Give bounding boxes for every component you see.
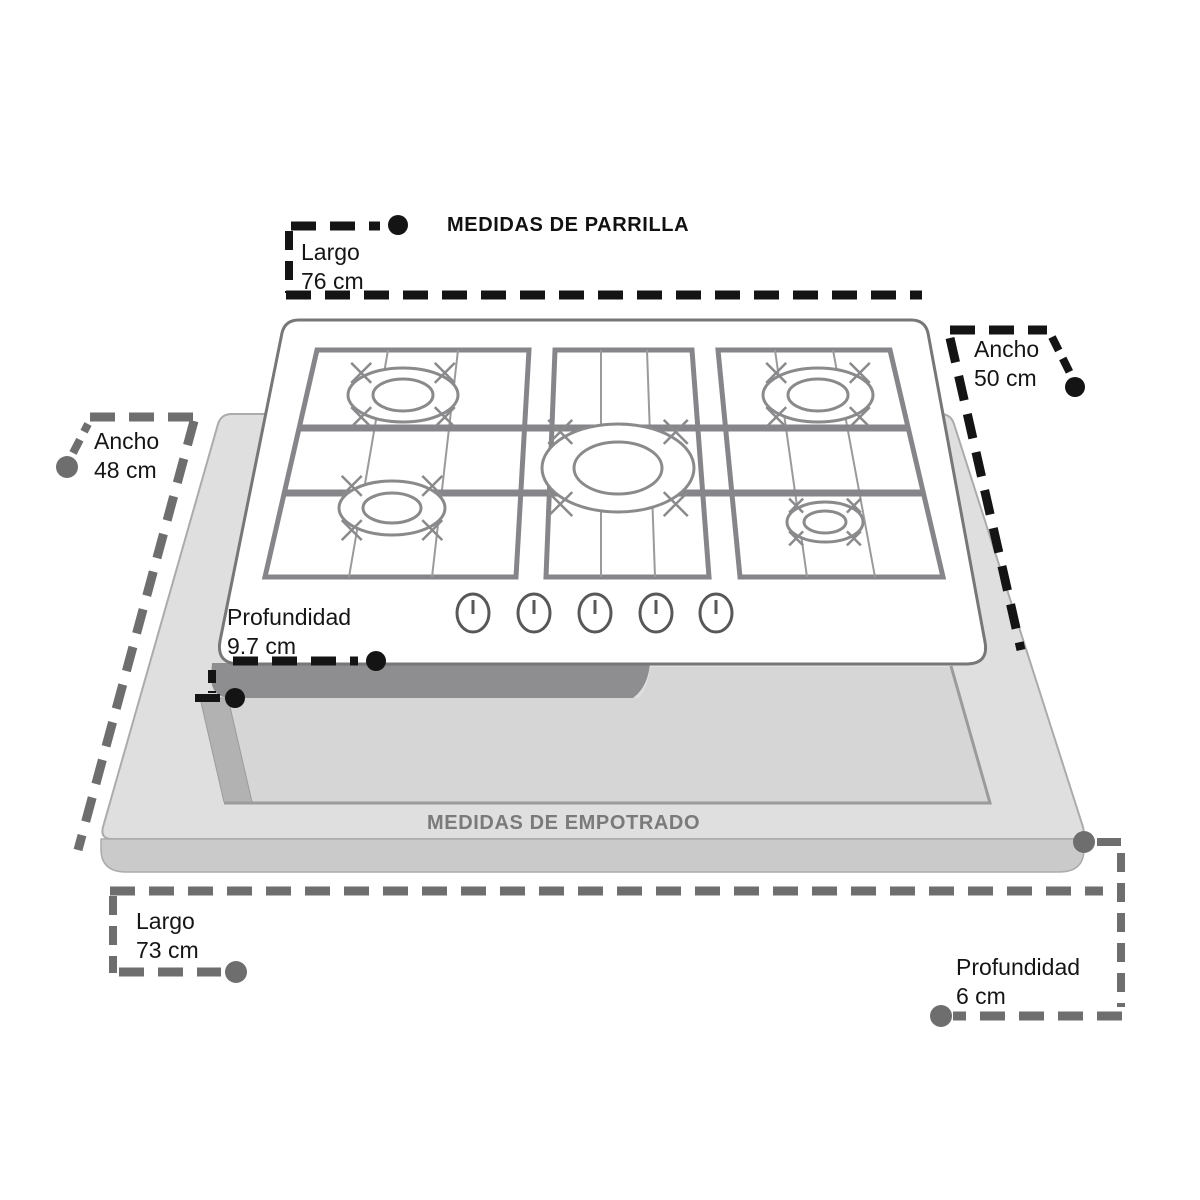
ancho-parrilla-label <box>974 335 1039 393</box>
largo-parrilla-value: 76 cm <box>301 268 364 294</box>
ancho-parrilla-value: 50 cm <box>974 365 1037 391</box>
profundidad-parrilla-text: Profundidad <box>227 604 352 630</box>
largo-empotrado-label <box>136 907 199 965</box>
parrilla-title: MEDIDAS DE PARRILLA <box>447 214 690 236</box>
ancho-empotrado-value: 48 cm <box>94 457 157 483</box>
countertop-front-edge <box>101 839 1084 872</box>
ancho-empotrado-text: Ancho <box>94 428 160 454</box>
profundidad-parrilla-value: 9.7 cm <box>227 633 297 659</box>
largo-parrilla-label <box>301 238 364 296</box>
profundidad-empotrado-value: 6 cm <box>956 983 1006 1009</box>
profundidad-empotrado-text: Profundidad <box>956 954 1081 980</box>
cooktop-front-edge <box>211 663 650 698</box>
largo-empotrado-text: Largo <box>136 908 195 934</box>
knob-5 <box>700 594 732 632</box>
largo-empotrado-value: 73 cm <box>136 937 199 963</box>
largo-parrilla-text: Largo <box>301 239 360 265</box>
ancho-empotrado-leader-drop <box>73 424 88 453</box>
profundidad-parrilla-label <box>227 603 351 661</box>
knob-4 <box>640 594 672 632</box>
knob-3 <box>579 594 611 632</box>
ancho-empotrado-label <box>94 427 159 485</box>
empotrado-title: MEDIDAS DE EMPOTRADO <box>427 812 701 834</box>
ancho-parrilla-leader-drop <box>1052 337 1070 373</box>
ancho-parrilla-text: Ancho <box>974 336 1040 362</box>
profundidad-empotrado-label <box>956 953 1080 1011</box>
knob-1 <box>457 594 489 632</box>
knob-2 <box>518 594 550 632</box>
